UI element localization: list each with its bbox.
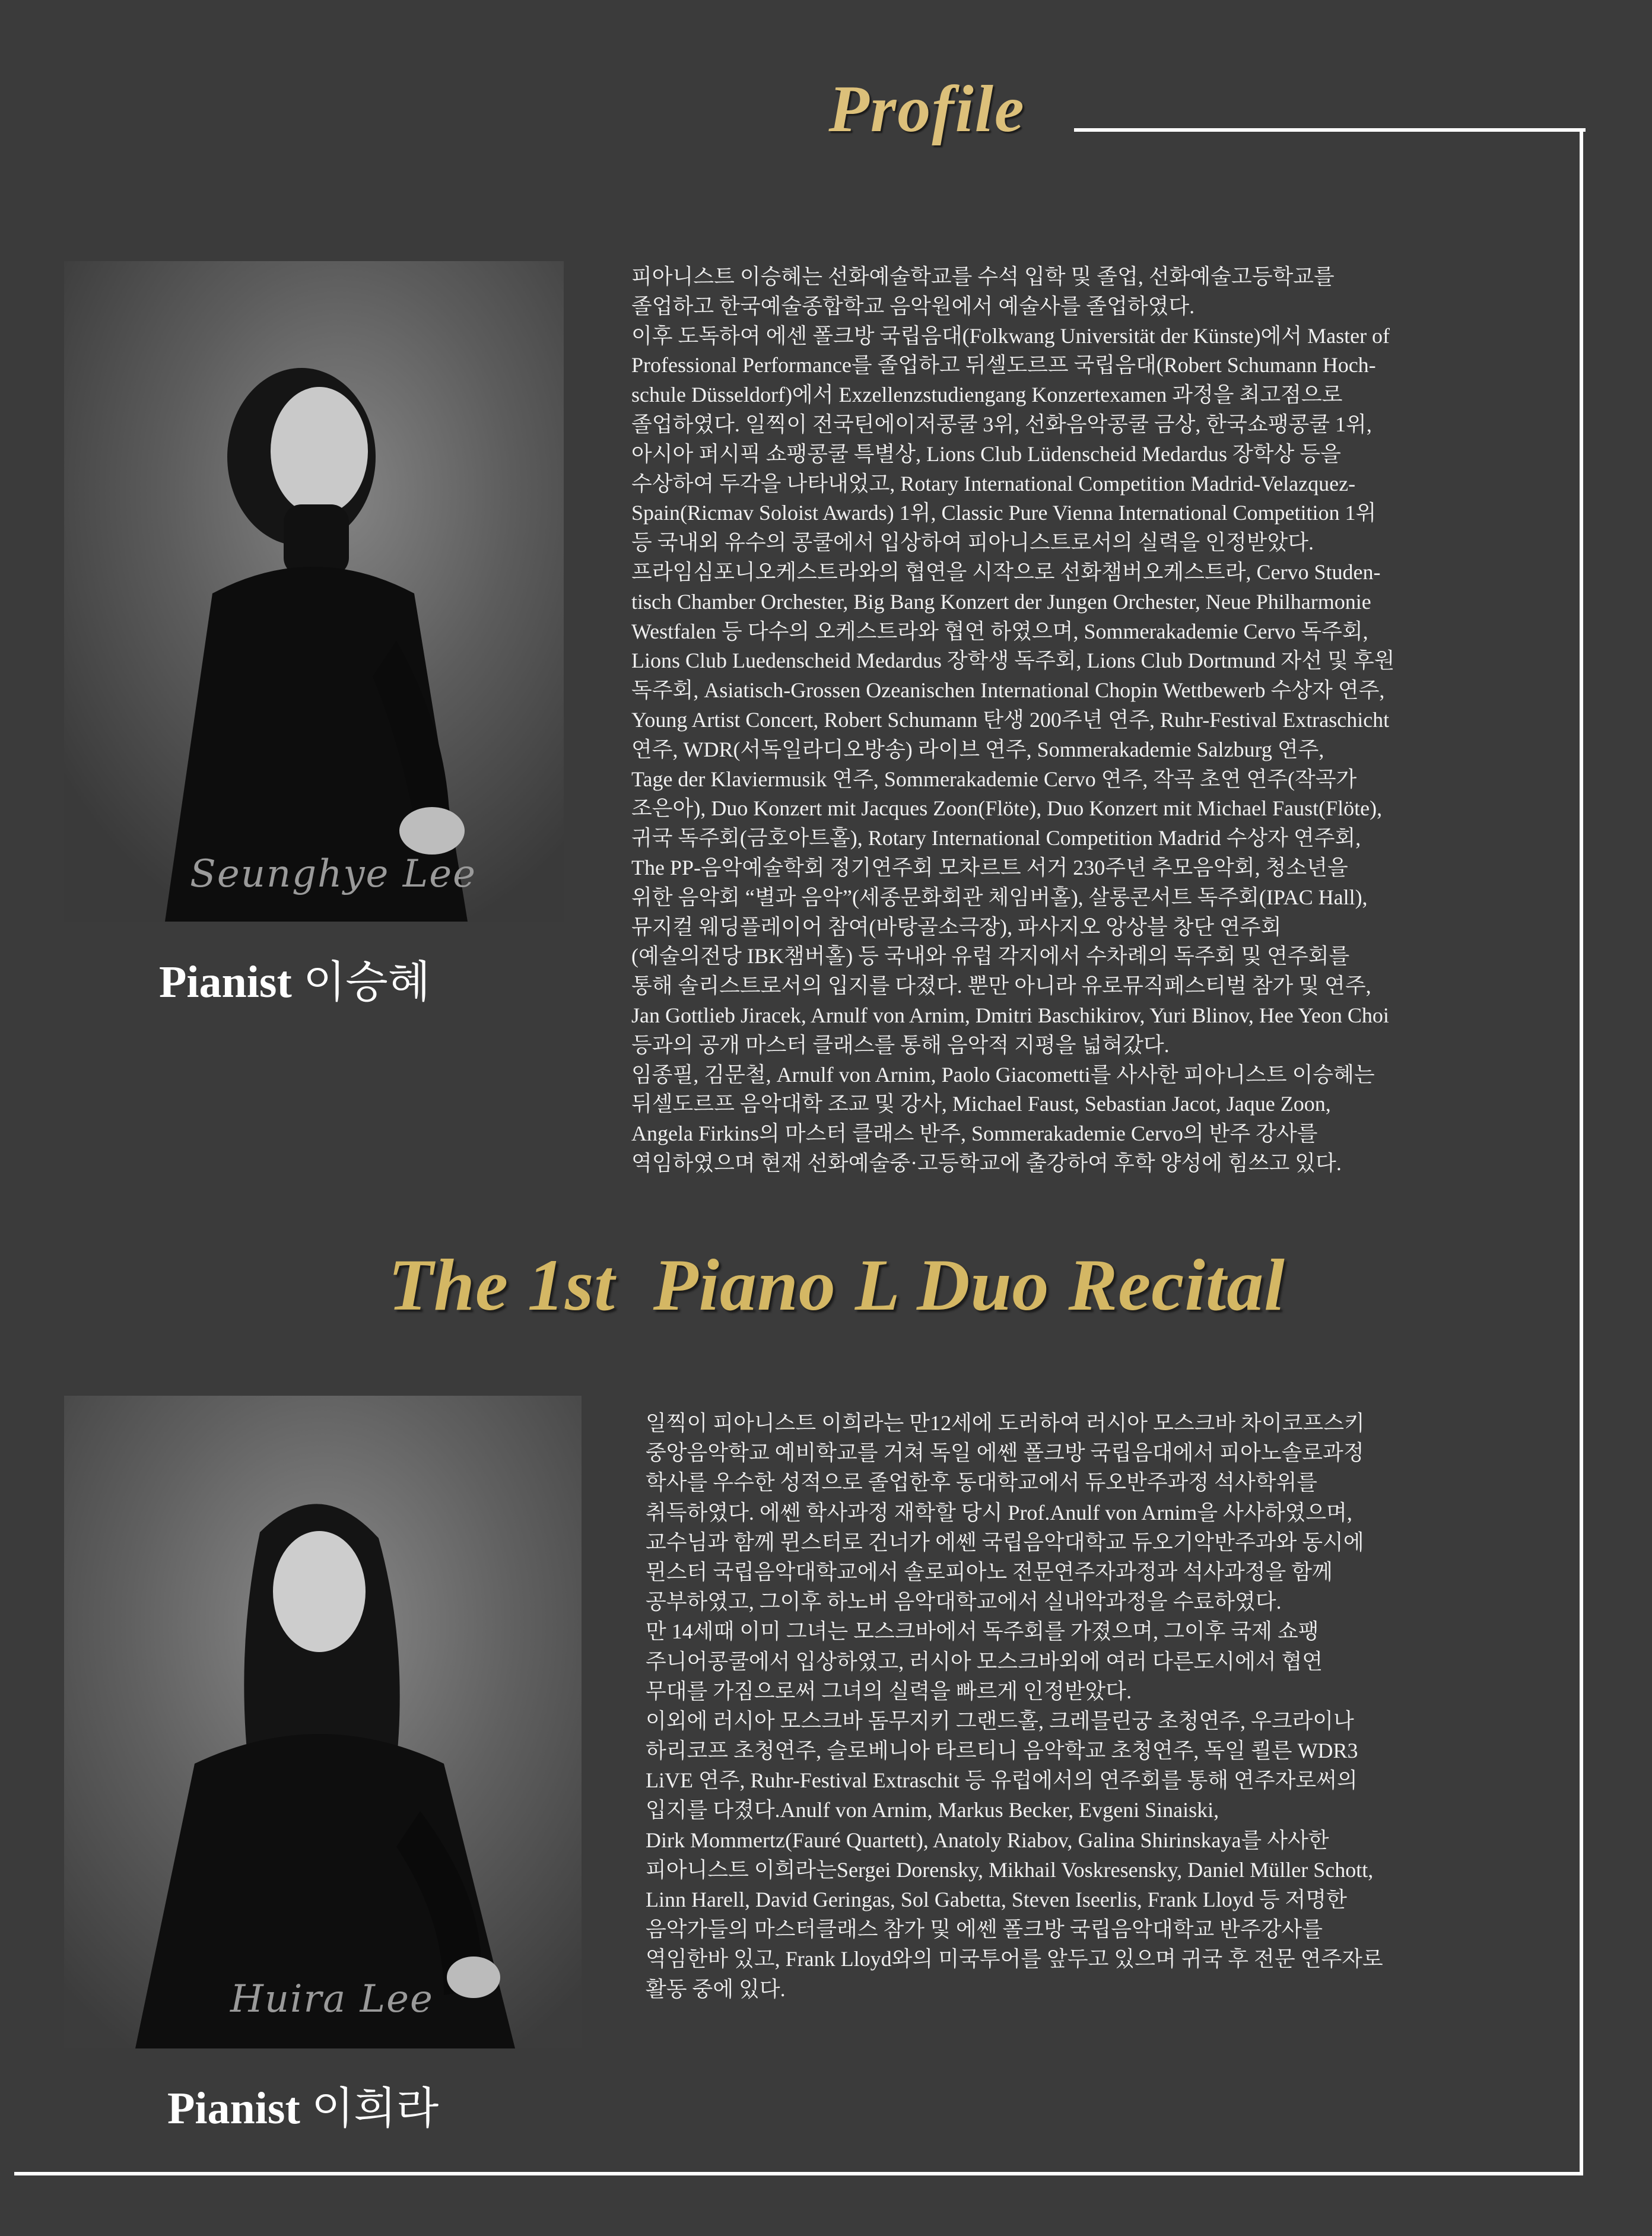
bio-line: 역임한바 있고, Frank Lloyd와의 미국투어를 앞두고 있으며 귀국 후 전문 연주자로 <box>646 1947 1383 1971</box>
pianist2-bio <box>646 1408 1536 2004</box>
bio-line: Linn Harell, David Geringas, Sol Gabetta, Steven Iseerlis, Frank Lloyd 등 저명한 <box>646 1888 1347 1911</box>
pianist2-signature: Huira Lee <box>230 1977 434 2021</box>
profile-title: Profile <box>828 72 1025 146</box>
bio-line: 조은아), Duo Konzert mit Jacques Zoon(Flöte), Duo Konzert mit Michael Faust(Flöte), <box>631 796 1383 821</box>
bio-line: Dirk Mommertz(Fauré Quartett), Anatoly Riabov, Galina Shirinskaya를 사사한 <box>646 1828 1329 1852</box>
bio-line: 이외에 러시아 모스크바 돔무지키 그랜드홀, 크레믈린궁 초청연주, 우크라이나 <box>646 1708 1354 1733</box>
bio-line: 만 14세때 이미 그녀는 모스크바에서 독주회를 가졌으며, 그이후 국제 쇼팽 <box>646 1619 1319 1644</box>
bio-line: 공부하였고, 그이후 하노버 음악대학교에서 실내악과정을 수료하였다. <box>646 1590 1282 1614</box>
bio-line: 뮤지컬 웨딩플레이어 참여(바탕골소극장), 파사지오 앙상블 창단 연주회 <box>631 914 1282 939</box>
bio-line: 피아니스트 이희라는Sergei Dorensky, Mikhail Voskresensky, Daniel Müller Schott, <box>646 1857 1374 1882</box>
bio-line: schule Düsseldorf)에서 Exzellenzstudiengang Konzertexamen 과정을 최고점으로 <box>631 383 1343 407</box>
pianist2-caption-name: 이희라 <box>311 2083 439 2134</box>
bio-line: 교수님과 함께 뮌스터로 건너가 에쎈 국립음악대학교 듀오기악반주과와 동시에 <box>646 1530 1364 1554</box>
pianist1-portrait <box>64 261 564 922</box>
bio-line: 등과의 공개 마스터 클래스를 통해 음악적 지평을 넓혀갔다. <box>631 1033 1170 1057</box>
recital-title: The 1st Piano L Duo Recital <box>388 1244 1285 1326</box>
pianist2-portrait <box>64 1396 582 2048</box>
bio-line: 뮌스터 국립음악대학교에서 솔로피아노 전문연주자과정과 석사과정을 함께 <box>646 1560 1333 1584</box>
bio-line: 수상하여 두각을 나타내었고, Rotary International Competition Madrid-Velazquez- <box>631 471 1356 496</box>
bio-line: 졸업하고 한국예술종합학교 음악원에서 예술사를 졸업하였다. <box>631 294 1195 318</box>
bio-line: 임종필, 김문철, Arnulf von Arnim, Paolo Giacometti를 사사한 피아니스트 이승혜는 <box>631 1062 1375 1087</box>
pianist1-photo <box>64 261 564 922</box>
bio-line: 아시아 퍼시픽 쇼팽콩쿨 특별상, Lions Club Lüdenscheid Medardus 장학상 등을 <box>631 442 1341 466</box>
bio-line: (예술의전당 IBK챔버홀) 등 국내와 유럽 각지에서 수차례의 독주회 및 연주회를 <box>631 944 1350 968</box>
bio-line: Lions Club Luedenscheid Medardus 장학생 독주회, Lions Club Dortmund 자선 및 후원 <box>631 649 1395 673</box>
bio-line: Tage der Klaviermusik 연주, Sommerakademie Cervo 연주, 작곡 초연 연주(작곡가 <box>631 767 1357 791</box>
bio-line: 통해 솔리스트로서의 입지를 다졌다. 뿐만 아니라 유로뮤직페스티벌 참가 및 연주, <box>631 974 1371 998</box>
bio-line: 뒤셀도르프 음악대학 조교 및 강사, Michael Faust, Sebastian Jacot, Jaque Zoon, <box>631 1092 1331 1116</box>
bio-line: 학사를 우수한 성적으로 졸업한후 동대학교에서 듀오반주과정 석사학위를 <box>646 1470 1318 1495</box>
bio-line: 주니어콩쿨에서 입상하였고, 러시아 모스크바외에 여러 다른도시에서 협연 <box>646 1649 1323 1673</box>
bio-line: Angela Firkins의 마스터 클래스 반주, Sommerakademie Cervo의 반주 강사를 <box>631 1122 1318 1146</box>
pianist1-bio <box>631 262 1545 1179</box>
bio-line: Jan Gottlieb Jiracek, Arnulf von Arnim, Dmitri Baschikirov, Yuri Blinov, Hee Yeon Choi <box>631 1003 1389 1027</box>
bio-line: 중앙음악학교 예비학교를 거쳐 독일 에쎈 폴크방 국립음대에서 피아노솔로과정 <box>646 1441 1364 1465</box>
bio-line: 프라임심포니오케스트라와의 협연을 시작으로 선화챔버오케스트라, Cervo Studen- <box>631 560 1381 584</box>
bio-line: 무대를 가짐으로써 그녀의 실력을 빠르게 인정받았다. <box>646 1679 1132 1703</box>
bio-line: 활동 중에 있다. <box>646 1977 786 2001</box>
bio-line: 음악가들의 마스터클래스 참가 및 에쎈 폴크방 국립음악대학교 반주강사를 <box>646 1917 1323 1942</box>
pianist1-caption-name: 이승혜 <box>303 957 431 1008</box>
frame-top-line <box>1074 128 1586 132</box>
bio-line: Westfalen 등 다수의 오케스트라와 협연 하였으며, Sommerakademie Cervo 독주회, <box>631 619 1368 643</box>
pianist1-signature: Seunghye Lee <box>190 852 476 896</box>
bio-line: 이후 도독하여 에센 폴크방 국립음대(Folkwang Universität der Künste)에서 Master of <box>631 323 1390 348</box>
bio-line: 일찍이 피아니스트 이희라는 만12세에 도러하여 러시아 모스크바 차이코프스키 <box>646 1411 1365 1435</box>
pianist1-caption <box>159 947 430 1010</box>
pianist2-photo <box>64 1396 582 2048</box>
bio-line: 위한 음악회 “별과 음악”(세종문화회관 체임버홀), 살롱콘서트 독주회(IPAC Hall), <box>631 885 1368 909</box>
pianist1-caption-prefix: Pianist <box>159 957 292 1007</box>
bio-line: 독주회, Asiatisch-Grossen Ozeanischen International Chopin Wettbewerb 수상자 연주, <box>631 678 1385 703</box>
bio-line: 피아니스트 이승혜는 선화예술학교를 수석 입학 및 졸업, 선화예술고등학교를 <box>631 265 1335 288</box>
pianist2-caption <box>167 2073 439 2136</box>
bio-line: 연주, WDR(서독일라디오방송) 라이브 연주, Sommerakademie Salzburg 연주, <box>631 737 1324 761</box>
frame-right-line <box>1580 128 1583 2175</box>
bio-line: 하리코프 초청연주, 슬로베니아 타르티니 음악학교 초청연주, 독일 쾰른 WDR3 <box>646 1739 1358 1763</box>
bio-line: 귀국 독주회(금호아트홀), Rotary International Competition Madrid 수상자 연주회, <box>631 826 1361 850</box>
bio-line: 취득하였다. 에쎈 학사과정 재학할 당시 Prof.Anulf von Arnim을 사사하였으며, <box>646 1500 1352 1524</box>
bio-line: Young Artist Concert, Robert Schumann 탄생 200주년 연주, Ruhr-Festival Extraschicht <box>631 707 1390 732</box>
bio-line: tisch Chamber Orchester, Big Bang Konzert der Jungen Orchester, Neue Philharmonie <box>631 589 1371 614</box>
bio-line: Professional Performance를 졸업하고 뒤셀도르프 국립음대(Robert Schumann Hoch- <box>631 353 1376 377</box>
bio-line: LiVE 연주, Ruhr-Festival Extraschit 등 유럽에서의 연주회를 통해 연주자로써의 <box>646 1768 1358 1793</box>
bio-line: 입지를 다졌다.Anulf von Arnim, Markus Becker, Evgeni Sinaiski, <box>646 1798 1219 1822</box>
bio-line: 졸업하였다. 일찍이 전국틴에이저콩쿨 3위, 선화음악콩쿨 금상, 한국쇼팽콩쿨 1위, <box>631 412 1372 436</box>
bio-line: 역임하였으며 현재 선화예술중·고등학교에 출강하여 후학 양성에 힘쓰고 있다. <box>631 1151 1342 1175</box>
bio-line: The PP-음악예술학회 정기연주회 모차르트 서거 230주년 추모음악회, 청소년을 <box>631 855 1348 879</box>
bio-line: Spain(Ricmav Soloist Awards) 1위, Classic Pure Vienna International Competition 1위 <box>631 501 1377 525</box>
bio-line: 등 국내외 유수의 콩쿨에서 입상하여 피아니스트로서의 실력을 인정받았다. <box>631 531 1314 555</box>
frame-bottom-line <box>14 2172 1583 2175</box>
pianist2-caption-prefix: Pianist <box>167 2083 300 2133</box>
